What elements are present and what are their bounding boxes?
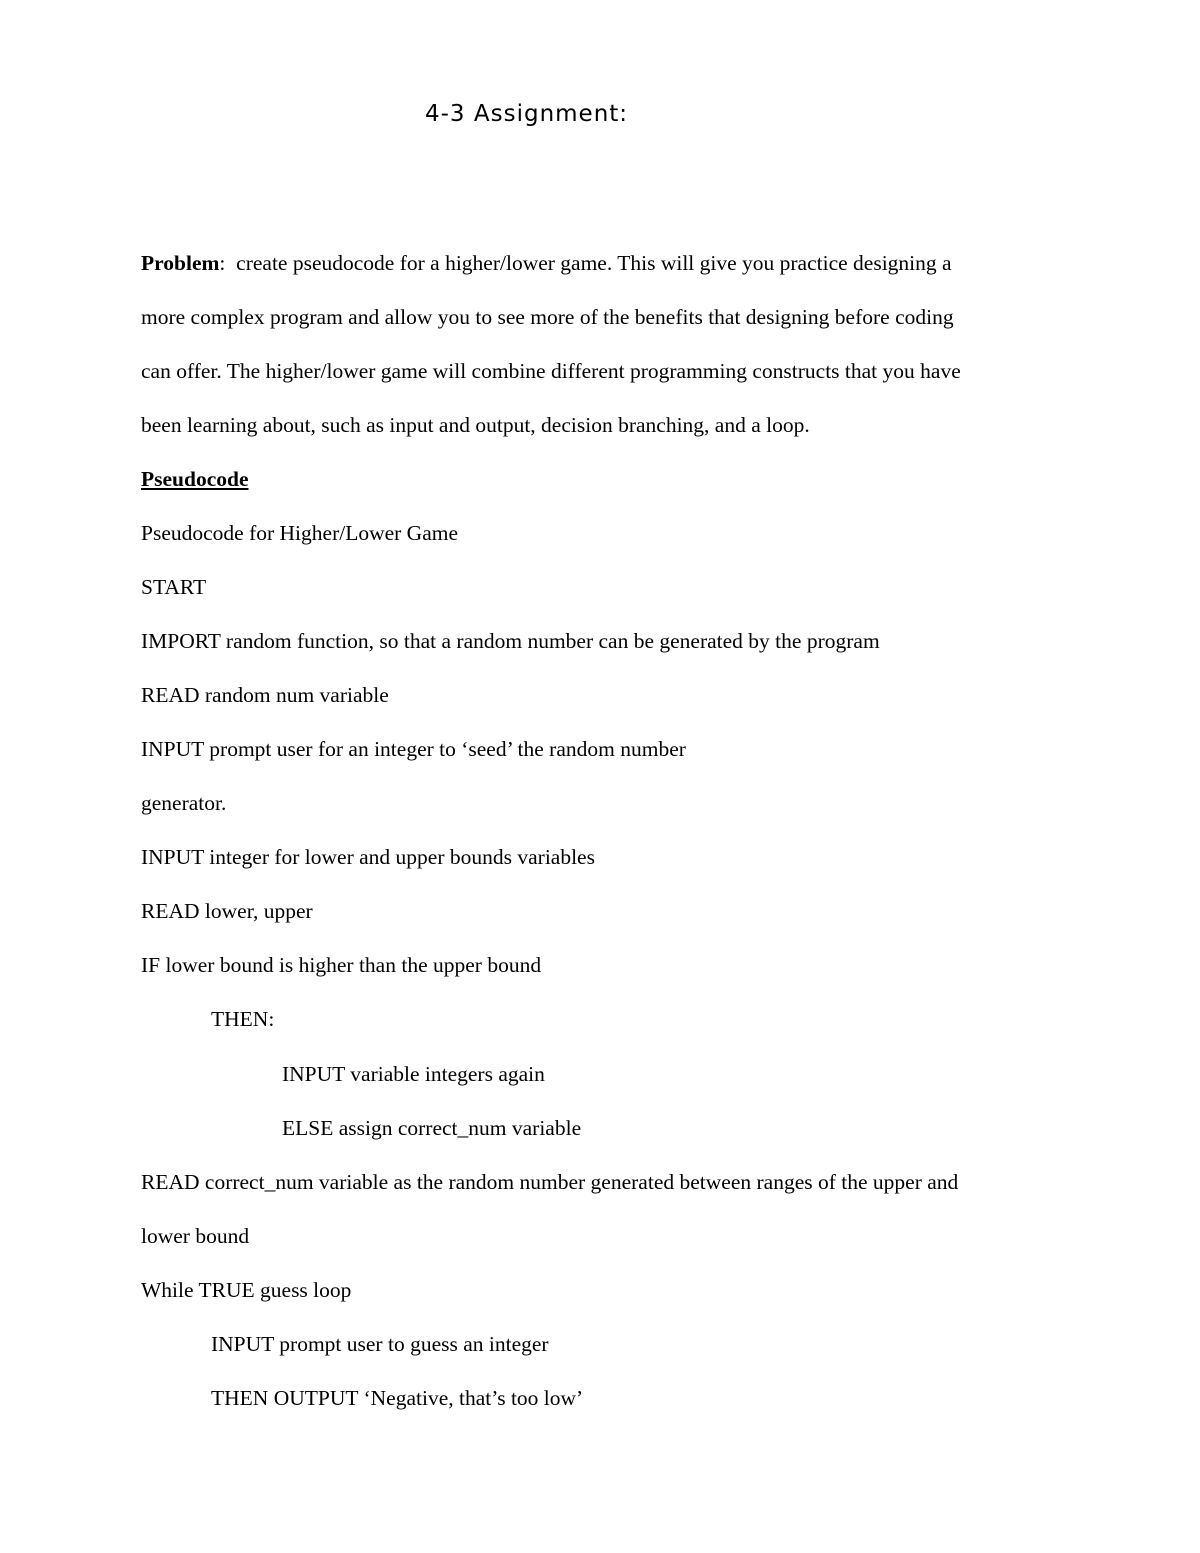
pseudocode-line-9: IF lower bound is higher than the upper bound (141, 953, 542, 977)
pseudocode-line-11: INPUT variable integers again (282, 1062, 545, 1086)
pseudocode-line-14: lower bound (141, 1224, 250, 1248)
pseudocode-line-5: INPUT prompt user for an integer to ‘seed’ the random number (141, 737, 686, 761)
section-heading: Pseudocode (141, 467, 249, 491)
problem-line-2: more complex program and allow you to see more of the benefits that designing before coding (141, 305, 954, 329)
pseudocode-line-16: INPUT prompt user to guess an integer (211, 1332, 549, 1356)
problem-label: Problem (141, 251, 220, 275)
pseudocode-line-2: START (141, 575, 207, 599)
pseudocode-line-13: READ correct_num variable as the random number generated between ranges of the upper and (141, 1170, 959, 1194)
pseudocode-line-7: INPUT integer for lower and upper bounds variables (141, 845, 595, 869)
problem-text-1: create pseudocode for a higher/lower game. This will give you practice designing a (236, 251, 952, 275)
pseudocode-line-12: ELSE assign correct_num variable (282, 1116, 582, 1140)
problem-line-1 (141, 248, 952, 278)
pseudocode-line-8: READ lower, upper (141, 899, 313, 923)
pseudocode-line-17: THEN OUTPUT ‘Negative, that’s too low’ (211, 1386, 584, 1410)
pseudocode-line-10: THEN: (211, 1007, 275, 1031)
problem-colon: : (219, 251, 226, 275)
pseudocode-line-15: While TRUE guess loop (141, 1278, 352, 1302)
pseudocode-line-4: READ random num variable (141, 683, 389, 707)
pseudocode-line-6: generator. (141, 791, 227, 815)
pseudocode-line-1: Pseudocode for Higher/Lower Game (141, 521, 459, 545)
problem-line-3: can offer. The higher/lower game will combine different programming constructs that you have (141, 359, 961, 383)
document-title: 4-3 Assignment: (425, 101, 629, 127)
problem-line-4: been learning about, such as input and output, decision branching, and a loop. (141, 413, 810, 437)
pseudocode-line-3: IMPORT random function, so that a random number can be generated by the program (141, 629, 880, 653)
